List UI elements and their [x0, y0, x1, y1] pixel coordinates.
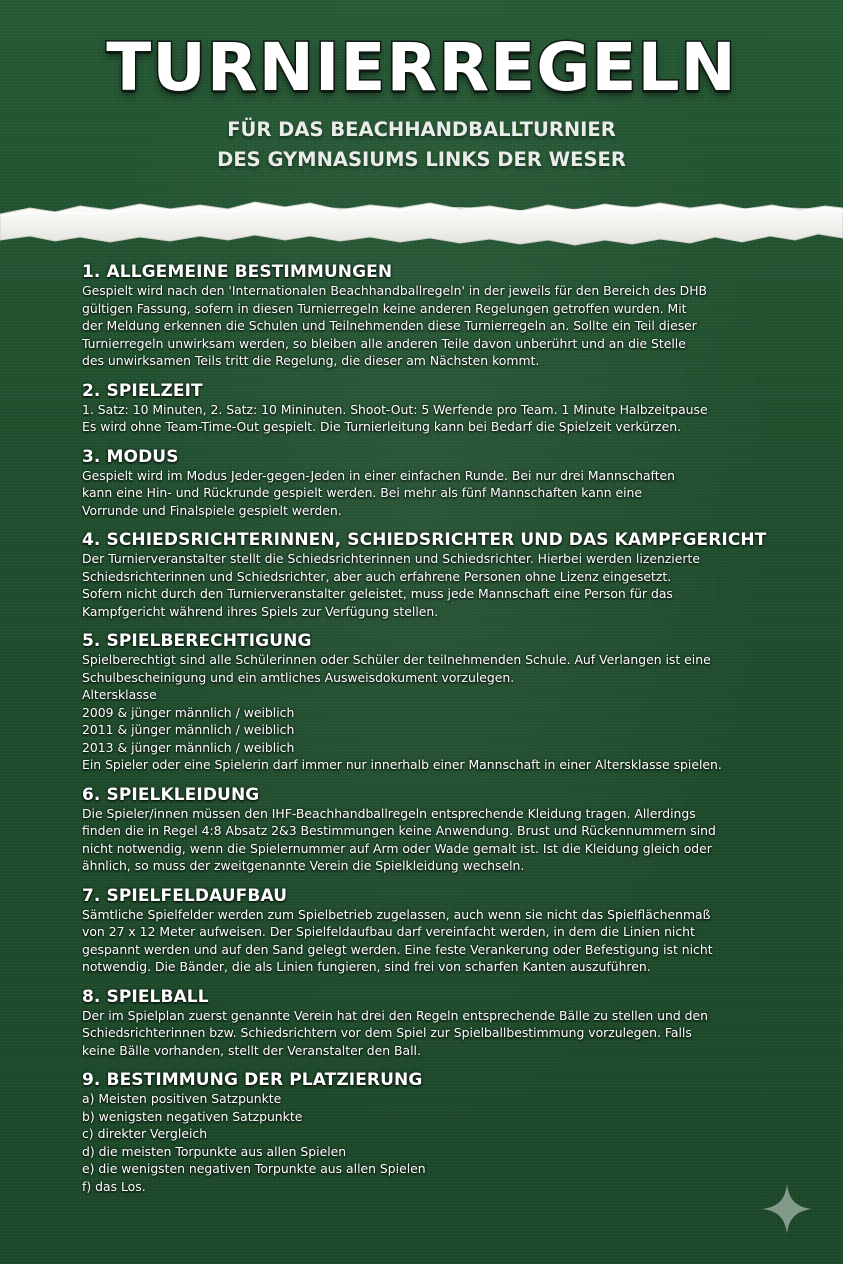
section-text-line: Die Spieler/innen müssen den IHF-Beachhandballregeln entsprechende Kleidung tragen. Allerdings: [82, 805, 696, 821]
sparkle-icon: [760, 1182, 814, 1236]
rule-section: [82, 987, 792, 1060]
rule-section: [82, 447, 792, 520]
rule-section: [82, 886, 792, 976]
section-text-line: 2009 & jünger männlich / weiblich: [82, 704, 295, 720]
section-text-line: ähnlich, so muss der zweitgenannte Verein die Spielkleidung wechseln.: [82, 858, 525, 873]
section-text-line: e) die wenigsten negativen Torpunkte aus allen Spielen: [82, 1161, 426, 1176]
section-text-line: 2011 & jünger männlich / weiblich: [82, 722, 295, 737]
section-text-line: gültigen Fassung, sofern in diesen Turnierregeln keine anderen Regelungen getroffen wurden. Mit: [82, 300, 687, 316]
section-text-line: Der Turnierveranstalter stellt die Schiedsrichterinnen und Schiedsrichter. Hierbei werden lizenzierte: [82, 551, 700, 566]
section-text-line: Turnierregeln unwirksam werden, so bleiben alle anderen Teile davon unberührt und an die Stelle: [82, 335, 686, 351]
section-text-line: Schiedsrichterinnen bzw. Schiedsrichtern vor dem Spiel zur Spielballbestimmung vorzulegen. Falls: [82, 1025, 692, 1040]
section-text-line: kann eine Hin- und Rückrunde gespielt werden. Bei mehr als fünf Mannschaften kann eine: [82, 485, 643, 500]
section-text-line: c) direkter Vergleich: [82, 1126, 208, 1141]
section-text-line: von 27 x 12 Meter aufweisen. Der Spielfeldaufbau darf vereinfacht werden, in dem die Linien nicht: [82, 924, 695, 939]
section-text-line: gespannt werden und auf den Sand gelegt werden. Eine feste Verankerung oder Befestigung ist nicht: [82, 941, 713, 957]
section-text-line: Gespielt wird im Modus Jeder-gegen-Jeden in einer einfachen Runde. Bei nur drei Mannschaften: [82, 467, 676, 483]
section-heading: 5. SPIELBERECHTIGUNG: [82, 631, 312, 651]
rule-section: [82, 1070, 792, 1195]
section-text-line: finden die in Regel 4:8 Absatz 2&3 Bestimmungen keine Anwendung. Brust und Rückennummern sind: [82, 823, 716, 838]
section-text-line: Schiedsrichterinnen und Schiedsrichter, aber auch erfahrene Personen ohne Lizenz eingesetzt.: [82, 568, 672, 584]
section-heading: 8. SPIELBALL: [82, 986, 209, 1007]
page-title: TURNIERREGELN: [106, 29, 737, 106]
rule-section: [82, 631, 792, 774]
section-heading: 1. ALLGEMEINE BESTIMMUNGEN: [82, 262, 393, 282]
rule-section: [82, 530, 792, 620]
section-heading: 2. SPIELZEIT: [82, 380, 203, 401]
section-text-line: d) die meisten Torpunkte aus allen Spielen: [82, 1143, 347, 1159]
section-heading: 3. MODUS: [82, 446, 179, 467]
section-text-line: 2013 & jünger männlich / weiblich: [82, 739, 295, 755]
section-text-line: f) das Los.: [82, 1178, 146, 1194]
section-text-line: Sofern nicht durch den Turnierveranstalter geleistet, muss jede Mannschaft eine Person für das: [82, 586, 673, 601]
section-text-line: b) wenigsten negativen Satzpunkte: [82, 1108, 303, 1124]
section-text-line: Schulbescheinigung und ein amtliches Ausweisdokument vorzulegen.: [82, 669, 515, 685]
section-text-line: Der im Spielplan zuerst genannte Verein hat drei den Regeln entsprechende Bälle zu stellen und den: [82, 1007, 708, 1023]
subtitle-line-1: FÜR DAS BEACHHANDBALLTURNIER: [227, 118, 616, 141]
section-text-line: nicht notwendig, wenn die Spielernummer auf Arm oder Wade gemalt ist. Ist die Kleidung gleich oder: [82, 840, 712, 856]
torn-paper-strip: [0, 190, 843, 260]
section-text-line: notwendig. Die Bänder, die als Linien fungieren, sind frei von scharfen Kanten auszuführen.: [82, 959, 651, 974]
rules-content: [82, 262, 792, 1206]
section-text-line: a) Meisten positiven Satzpunkte: [82, 1091, 282, 1106]
section-text-line: Altersklasse: [82, 687, 157, 702]
section-text-line: der Meldung erkennen die Schulen und Teilnehmenden diese Turnierregeln an. Sollte ein Teil dieser: [82, 318, 697, 333]
section-text-line: Sämtliche Spielfelder werden zum Spielbetrieb zugelassen, auch wenn sie nicht das Spielflächenmaß: [82, 906, 711, 922]
section-heading: 6. SPIELKLEIDUNG: [82, 784, 260, 805]
section-text-line: 1. Satz: 10 Minuten, 2. Satz: 10 Mininuten. Shoot-Out: 5 Werfende pro Team. 1 Minute Halbzeitpause: [82, 401, 708, 417]
section-text-line: Ein Spieler oder eine Spielerin darf immer nur innerhalb einer Mannschaft in einer Altersklasse spielen.: [82, 757, 722, 772]
rule-section: [82, 262, 792, 370]
rule-section: [82, 381, 792, 436]
section-text-line: Spielberechtigt sind alle Schülerinnen oder Schüler der teilnehmenden Schule. Auf Verlangen ist eine: [82, 652, 711, 667]
section-text-line: des unwirksamen Teils tritt die Regelung, die dieser am Nächsten kommt.: [82, 353, 540, 368]
subtitle-line-2: DES GYMNASIUMS LINKS DER WESER: [217, 148, 626, 171]
section-text-line: Vorrunde und Finalspiele gespielt werden.: [82, 502, 342, 518]
section-text-line: Gespielt wird nach den 'Internationalen Beachhandballregeln' in der jeweils für den Bereich des DHB: [82, 283, 708, 298]
rule-section: [82, 785, 792, 875]
section-heading: 4. SCHIEDSRICHTERINNEN, SCHIEDSRICHTER UND DAS KAMPFGERICHT: [82, 530, 767, 550]
section-text-line: Kampfgericht während ihres Spiels zur Verfügung stellen.: [82, 603, 439, 619]
section-heading: 7. SPIELFELDAUFBAU: [82, 885, 288, 906]
section-text-line: Es wird ohne Team-Time-Out gespielt. Die Turnierleitung kann bei Bedarf die Spielzeit verkürzen.: [82, 419, 682, 434]
section-heading: 9. BESTIMMUNG DER PLATZIERUNG: [82, 1070, 423, 1090]
section-text-line: keine Bälle vorhanden, stellt der Veranstalter den Ball.: [82, 1042, 421, 1058]
